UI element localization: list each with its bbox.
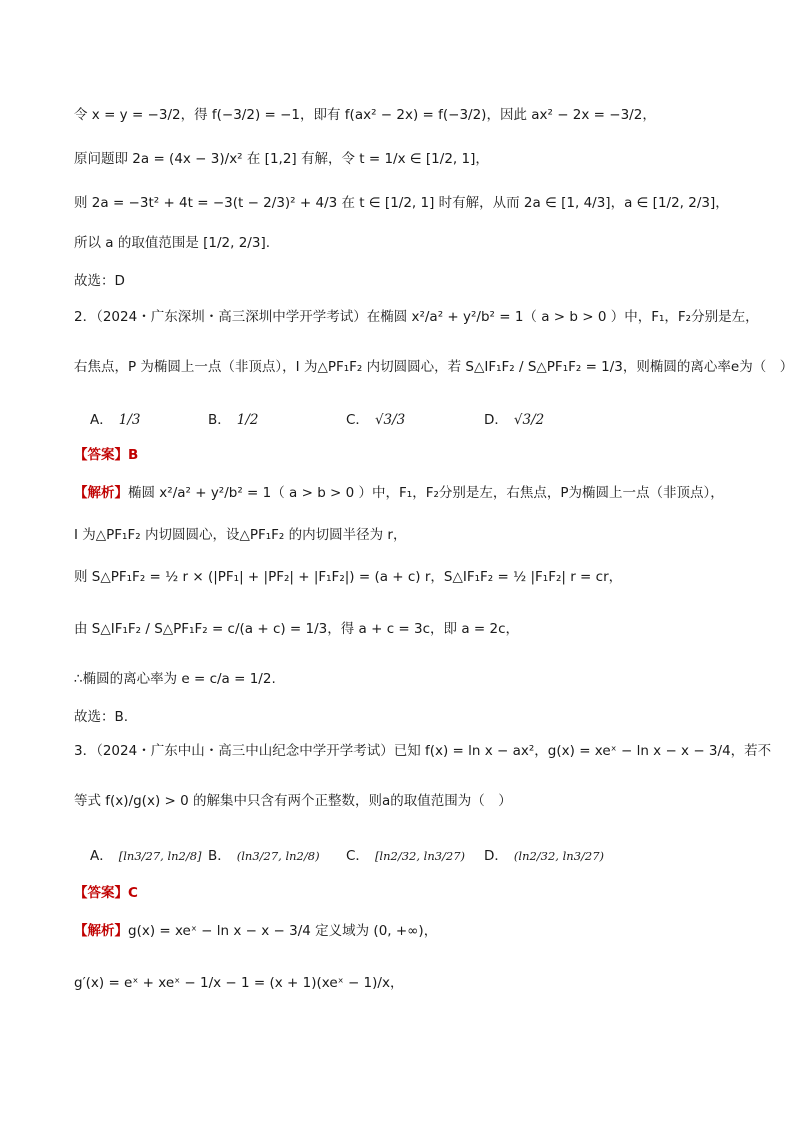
option-label: D． bbox=[484, 848, 508, 864]
q3-analysis-line-1 bbox=[74, 920, 754, 942]
q2-option-a bbox=[90, 408, 140, 428]
q3-option-a bbox=[90, 844, 202, 864]
q2-analysis-line-2: I 为△PF₁F₂ 内切圆圆心，设△PF₁F₂ 的内切圆半径为 r， bbox=[74, 527, 407, 543]
option-label: B． bbox=[208, 412, 231, 428]
option-value: √3/3 bbox=[374, 412, 406, 428]
intro-line-1: 令 x = y = −3/2，得 f(−3/2) = −1，即有 f(ax² − 2x) = f(−3/2)，因此 ax² − 2x = −3/2， bbox=[74, 107, 656, 123]
option-label: B． bbox=[208, 848, 231, 864]
option-label: A． bbox=[90, 412, 113, 428]
option-label: C． bbox=[346, 412, 369, 428]
q2-stem-line-1: 2．（2024・广东深圳・高三深圳中学开学考试）在椭圆 x²/a² + y²/b² = 1（ a > b > 0 ）中，F₁，F₂分别是左， bbox=[74, 309, 759, 325]
answer-tag: 【答案】 bbox=[74, 447, 128, 463]
option-label: C． bbox=[346, 848, 369, 864]
option-value: (ln3/27, ln2/8) bbox=[236, 849, 320, 863]
q2-select: 故选：B. bbox=[74, 709, 129, 725]
option-value: 1/3 bbox=[118, 412, 141, 428]
option-value: √3/2 bbox=[513, 412, 545, 428]
q3-stem-line-1: 3．（2024・广东中山・高三中山纪念中学开学考试）已知 f(x) = ln x − ax²，g(x) = xeˣ − ln x − x − 3/4，若不 bbox=[74, 743, 772, 759]
intro-line-3: 则 2a = −3t² + 4t = −3(t − 2/3)² + 4/3 在 t ∈ [1/2, 1] 时有解，从而 2a ∈ [1, 4/3]，a ∈ [1/2, 2/3]， bbox=[74, 195, 729, 211]
answer-value: B bbox=[128, 447, 139, 463]
q2-analysis-line-4: 由 S△IF₁F₂ / S△PF₁F₂ = c/(a + c) = 1/3，得 a + c = 3c，即 a = 2c， bbox=[74, 621, 520, 637]
q3-option-c bbox=[346, 844, 465, 864]
analysis-text: 椭圆 x²/a² + y²/b² = 1（ a > b > 0 ）中，F₁，F₂分别是左，右焦点，P为椭圆上一点（非顶点）， bbox=[128, 485, 724, 501]
q3-analysis-line-2: g′(x) = eˣ + xeˣ − 1/x − 1 = (x + 1)(xeˣ − 1)/x， bbox=[74, 975, 404, 991]
q3-option-b bbox=[208, 844, 320, 864]
q2-analysis-line-1 bbox=[74, 482, 754, 504]
intro-select: 故选：D bbox=[74, 273, 125, 289]
q2-option-b bbox=[208, 408, 259, 428]
option-value: [ln2/32, ln3/27) bbox=[374, 849, 466, 863]
analysis-tag: 【解析】 bbox=[74, 485, 128, 501]
q2-option-c bbox=[346, 408, 405, 428]
intro-line-2: 原问题即 2a = (4x − 3)/x² 在 [1,2] 有解，令 t = 1/x ∈ [1/2, 1]， bbox=[74, 151, 489, 167]
q2-analysis-line-3: 则 S△PF₁F₂ = ½ r × (|PF₁| + |PF₂| + |F₁F₂|) = (a + c) r，S△IF₁F₂ = ½ |F₁F₂| r = cr， bbox=[74, 569, 623, 585]
q2-answer bbox=[74, 444, 754, 466]
q2-option-d bbox=[484, 408, 544, 428]
analysis-text: g(x) = xeˣ − ln x − x − 3/4 定义域为 (0, +∞)， bbox=[128, 923, 438, 939]
q3-answer bbox=[74, 882, 754, 904]
option-value: [ln3/27, ln2/8] bbox=[118, 849, 202, 863]
answer-tag: 【答案】 bbox=[74, 885, 128, 901]
q3-option-d bbox=[484, 844, 604, 864]
option-label: A． bbox=[90, 848, 113, 864]
answer-value: C bbox=[128, 885, 138, 901]
option-value: 1/2 bbox=[236, 412, 259, 428]
intro-line-4: 所以 a 的取值范围是 [1/2, 2/3]. bbox=[74, 235, 271, 251]
q3-stem-line-2: 等式 f(x)/g(x) > 0 的解集中只含有两个正整数，则a的取值范围为（ ） bbox=[74, 793, 512, 809]
option-value: (ln2/32, ln3/27) bbox=[513, 849, 605, 863]
analysis-tag: 【解析】 bbox=[74, 923, 128, 939]
option-label: D． bbox=[484, 412, 508, 428]
q2-stem-line-2: 右焦点，P 为椭圆上一点（非顶点），I 为△PF₁F₂ 内切圆圆心，若 S△IF₁F₂ / S△PF₁F₂ = 1/3，则椭圆的离心率e为（ ） bbox=[74, 359, 794, 375]
q2-analysis-line-5: ∴椭圆的离心率为 e = c/a = 1/2. bbox=[74, 671, 276, 687]
